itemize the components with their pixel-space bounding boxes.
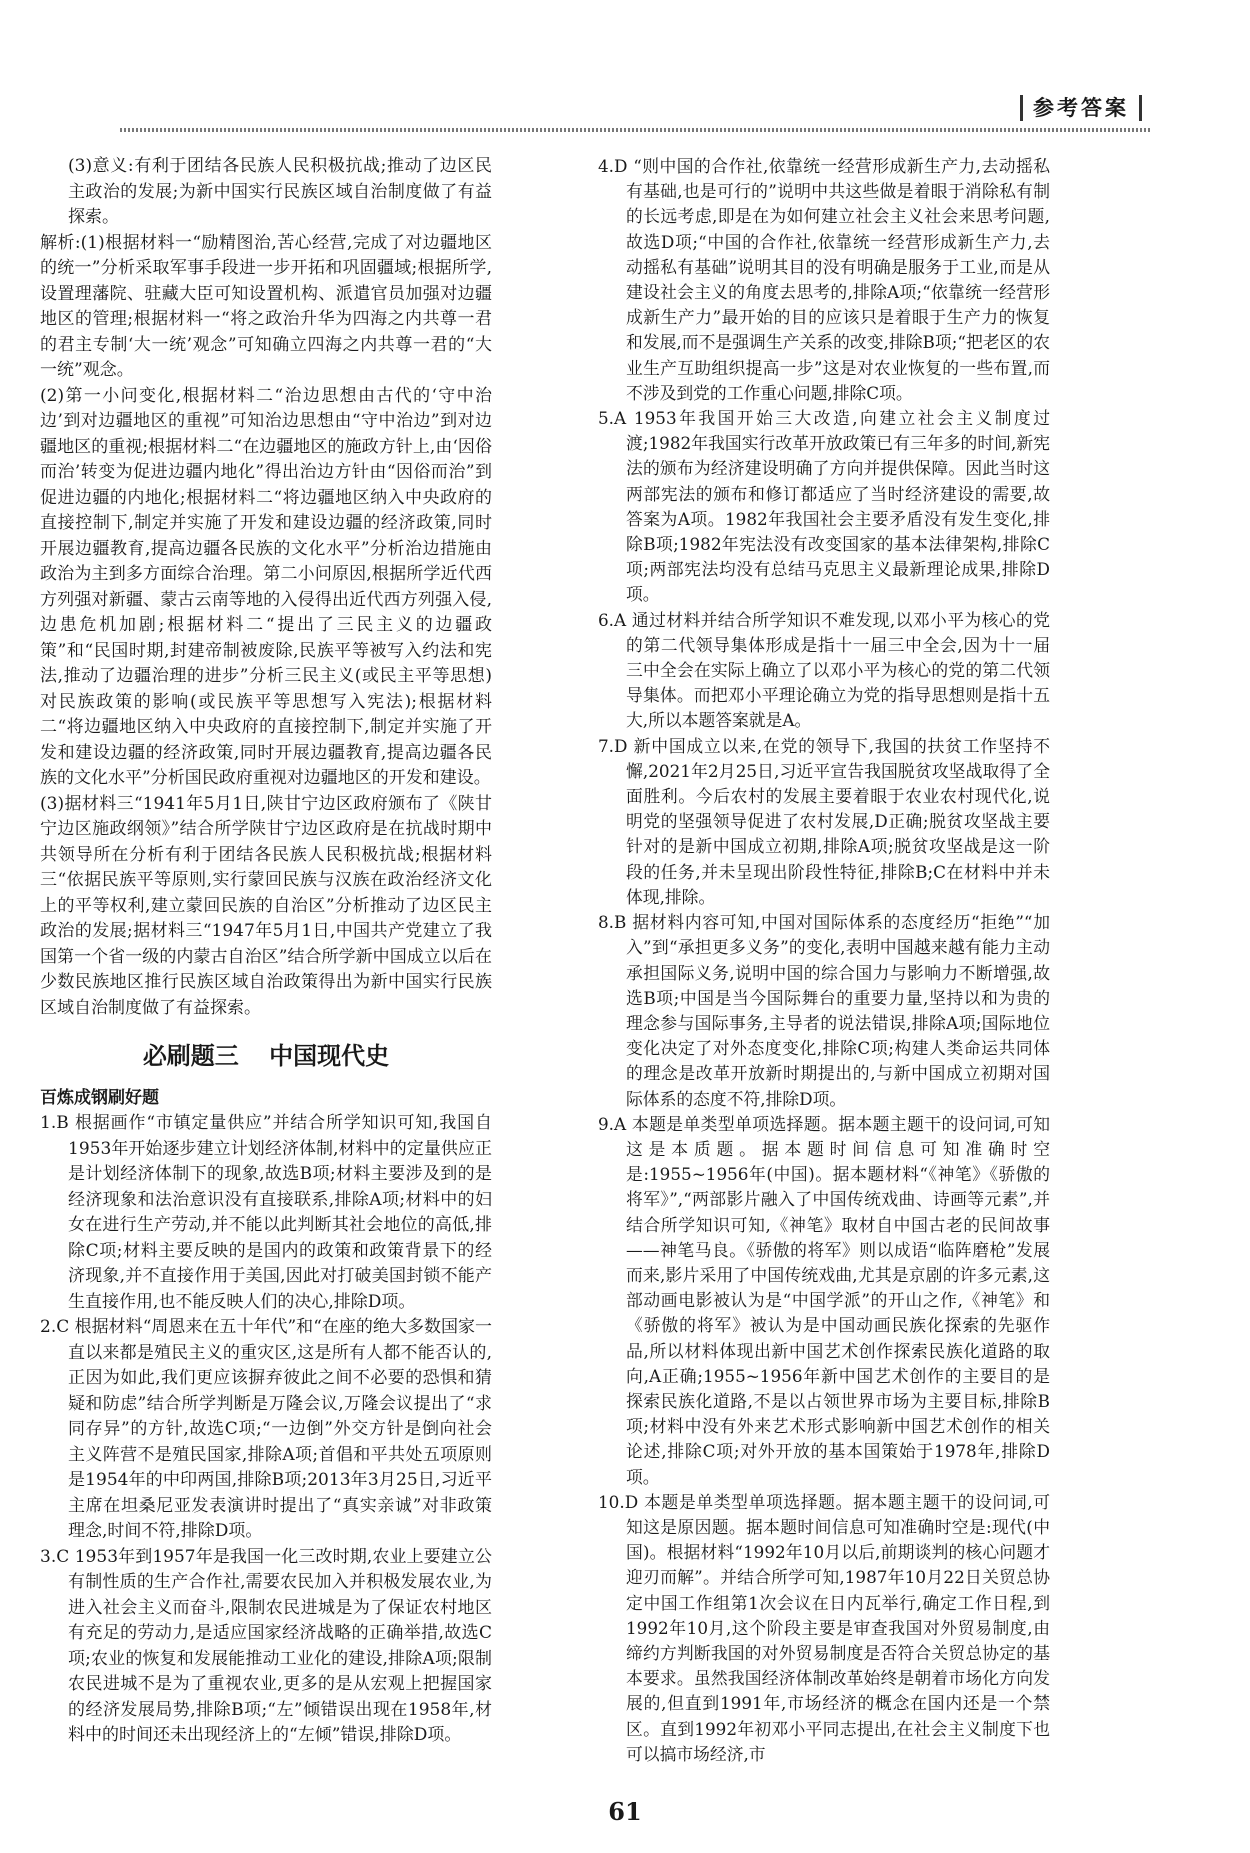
answer-q10: 10.D 本题是单类型单项选择题。据本题主题干的设问词,可知这是原因题。据本题时间信息可知准确时空是:现代(中国)。根据材料“1992年10月以后,前期谈判的核心问题才迎刃而解”。并结合所学可知,1987年10月22日关贸总协定中国工作组第1次会议在日内瓦举行,确定工作日程,到1992年10月,这个阶段主要是审查我国对外贸易制度,由缔约方判断我国的对外贸易制度是否符合关贸总协定的基本要求。虽然我国经济体制改革始终是朝着市场化方向发展的,但直到1991年,市场经济的概念在国内还是一个禁区。直到1992年初邓小平同志提出,在社会主义制度下也可以搞市场经济,市: [598, 1491, 1050, 1764]
answer-q2: 2.C 根据材料“周恩来在五十年代”和“在座的绝大多数国家一直以来都是殖民主义的重灾区,这是所有人都不能否认的,正因为如此,我们更应该摒弃彼此之间不必要的恐惧和猜疑和防虑”结合所学判断是万隆会议,万隆会议提出了“求同存异”的方针,故选C项;“一边倒”外交方针是倒向社会主义阵营不是殖民国家,排除A项;首倡和平共处五项原则是1954年的中印两国,排除B项;2013年3月25日,习近平主席在坦桑尼亚发表演讲时提出了“真实亲诚”对非政策理念,时间不符,排除D项。: [40, 1317, 492, 1541]
answer-q8: 8.B 据材料内容可知,中国对国际体系的态度经历“拒绝”“加入”到“承担更多义务”的变化,表明中国越来越有能力主动承担国际义务,说明中国的综合国力与影响力不断增强,故选B项;中国是当今国际舞台的重要力量,坚持以和为贵的理念参与国际事务,主导者的说法错误,排除A项;国际地位变化决定了对外态度变化,排除C项;构建人类命运共同体的理念是改革开放新时期提出的,与新中国成立初期对国际体系的态度不符,排除D项。: [598, 912, 1050, 1109]
right-column: [598, 154, 1050, 1767]
header-tag: 参考答案: [1020, 95, 1142, 121]
answer-q9: 9.A 本题是单类型单项选择题。据本题主题干的设问词,可知这是本质题。据本题时间信息可知准确时空是:1955~1956年(中国)。据本题材料“《神笔》《骄傲的将军》”,“两部影片融入了中国传统戏曲、诗画等元素”,并结合所学知识可知,《神笔》取材自中国古老的民间故事——神笔马良。《骄傲的将军》则以成语“临阵磨枪”发展而来,影片采用了中国传统戏曲,尤其是京剧的许多元素,这部动画电影被认为是“中国学派”的开山之作,《神笔》和《骄傲的将军》被认为是中国动画民族化探索的先驱作品,所以材料体现出新中国艺术创作探索民族化道路的取向,A正确;1955~1956年新中国艺术创作的主要目的是探索民族化道路,不是以占领世界市场为主要目标,排除B项;材料中没有外来艺术形式影响新中国艺术创作的相关论述,排除C项;对外开放的基本国策始于1978年,排除D项。: [598, 1113, 1050, 1487]
answer-q5: 5.A 1953年我国开始三大改造,向建立社会主义制度过渡;1982年我国实行改革开放政策已有三年多的时间,新宪法的颁布为经济建设明确了方向并提供保障。因此当时这两部宪法的颁布和修订都适应了当时经济建设的需要,故答案为A项。1982年我国社会主要矛盾没有发生变化,排除B项;1982年宪法没有改变国家的基本法律架构,排除C项;两部宪法均没有总结马克思主义最新理论成果,排除D项。: [598, 408, 1050, 605]
answer-q3: 3.C 1953年到1957年是我国一化三改时期,农业上要建立公有制性质的生产合作社,需要农民加入并积极发展农业,为进入社会主义而奋斗,限制农民进城是为了保证农村地区有充足的劳动力,是适应国家经济战略的正确举措,故选C项;农业的恢复和发展能推动工业化的建设,排除A项;限制农民进城不是为了重视农业,更多的是从宏观上把握国家的经济发展局势,排除B项;“左”倾错误出现在1958年,材料中的时间还未出现经济上的“左倾”错误,排除D项。: [40, 1546, 492, 1745]
subsection-title: 百炼成钢刷好题: [40, 1088, 159, 1108]
analysis-part2: (2)第一小问变化,根据材料二“治边思想由古代的‘守中治边’到对边疆地区的重视”可知治边思想由“守中治边”到对边疆地区的重视;根据材料二“在边疆地区的施政方针上,由‘因俗而治’转变为促进边疆内地化”得出治边方针由“因俗而治”到促进边疆的内地化;根据材料二“将边疆地区纳入中央政府的直接控制下,制定并实施了开发和建设边疆的经济政策,同时开展边疆教育,提高边疆各民族的文化水平”分析治边措施由政治为主到多方面综合治理。第二小问原因,根据所学近代西方列强对新疆、蒙古云南等地的入侵得出近代西方列强入侵,边患危机加剧;根据材料二“提出了三民主义的边疆政策”和“民国时期,封建帝制被废除,民族平等被写入约法和宪法,推动了边疆治理的进步”分析三民主义(或民主平等思想)对民族政策的影响(或民族平等思想写入宪法);根据材料二“将边疆地区纳入中央政府的直接控制下,制定并实施了开发和建设边疆的经济政策,同时开展边疆教育,提高边疆各民族的文化水平”分析国民政府重视对边疆地区的开发和建设。: [40, 385, 492, 788]
header-rule: [120, 128, 1150, 132]
answer-q6: 6.A 通过材料并结合所学知识不难发现,以邓小平为核心的党的第二代领导集体形成是指十一届三中全会,因为十一届三中全会在实际上确立了以邓小平为核心的党的第二代领导集体。而把邓小平理论确立为党的指导思想则是指十五大,所以本题答案就是A。: [598, 609, 1050, 731]
analysis-part3: (3)据材料三“1941年5月1日,陕甘宁边区政府颁布了《陕甘宁边区施政纲领》”结合所学陕甘宁边区政府是在抗战时期中共领导所在分析有利于团结各民族人民积极抗战;根据材料三“依据民族平等原则,实行蒙回民族与汉族在政治经济文化上的平等权利,建立蒙回民族的自治区”分析推动了边区民主政治的发展;据材料三“1947年5月1日,中国共产党建立了我国第一个省一级的内蒙古自治区”结合所学新中国成立以后在少数民族地区推行民族区域自治政策得出为新中国实行民族区域自治制度做了有益探索。: [40, 793, 492, 1018]
section-title: 必刷题三 中国现代史: [142, 1042, 390, 1070]
answer-q7: 7.D 新中国成立以来,在党的领导下,我国的扶贫工作坚持不懈,2021年2月25日,习近平宣告我国脱贫攻坚战取得了全面胜利。今后农村的发展主要着眼于农业农村现代化,说明党的坚强领导促进了农村发展,D正确;脱贫攻坚战主要针对的是新中国成立初期,排除A项;脱贫攻坚战是这一阶段的任务,并未呈现出阶段性特征,排除B;C在材料中并未体现,排除。: [598, 735, 1050, 907]
page-number: 61: [608, 1797, 642, 1826]
analysis-part1: 解析:(1)根据材料一“励精图治,苦心经营,完成了对边疆地区的统一”分析采取军事手段进一步开拓和巩固疆域;根据所学,设置理藩院、驻藏大臣可知设置机构、派遣官员加强对边疆地区的管理;根据材料一“将之政治升华为四海之内共尊一君的君主专制‘大一统’观念”可知确立四海之内共尊一君的“大一统”观念。: [40, 232, 492, 380]
left-column: [40, 154, 492, 1749]
answer-significance: (3)意义:有利于团结各民族人民积极抗战;推动了边区民主政治的发展;为新中国实行民族区域自治制度做了有益探索。: [68, 156, 492, 227]
answer-q1: 1.B 根据画作“市镇定量供应”并结合所学知识可知,我国自1953年开始逐步建立计划经济体制,材料中的定量供应正是计划经济体制下的现象,故选B项;材料主要涉及到的是经济现象和法治意识没有直接联系,排除A项;材料中的妇女在进行生产劳动,并不能以此判断其社会地位的高低,排除C项;材料主要反映的是国内的政策和政策背景下的经济现象,并不直接作用于美国,因此对打破美国封锁不能产生直接作用,也不能反映人们的决心,排除D项。: [40, 1113, 492, 1312]
answer-q4: 4.D “则中国的合作社,依靠统一经营形成新生产力,去动摇私有基础,也是可行的”说明中共这些做是着眼于消除私有制的长远考虑,即是在为如何建立社会主义社会来思考问题,故选D项;“中国的合作社,依靠统一经营形成新生产力,去动摇私有基础”说明其目的没有明确是服务于工业,而是从建设社会主义的角度去思考的,排除A项;“依靠统一经营形成新生产力”最开始的目的应该只是着眼于生产力的恢复和发展,而不是强调生产关系的改变,排除B项;“把老区的农业生产互助组织提高一步”这是对农业恢复的一些布置,而不涉及到党的工作重心问题,排除C项。: [598, 156, 1050, 403]
